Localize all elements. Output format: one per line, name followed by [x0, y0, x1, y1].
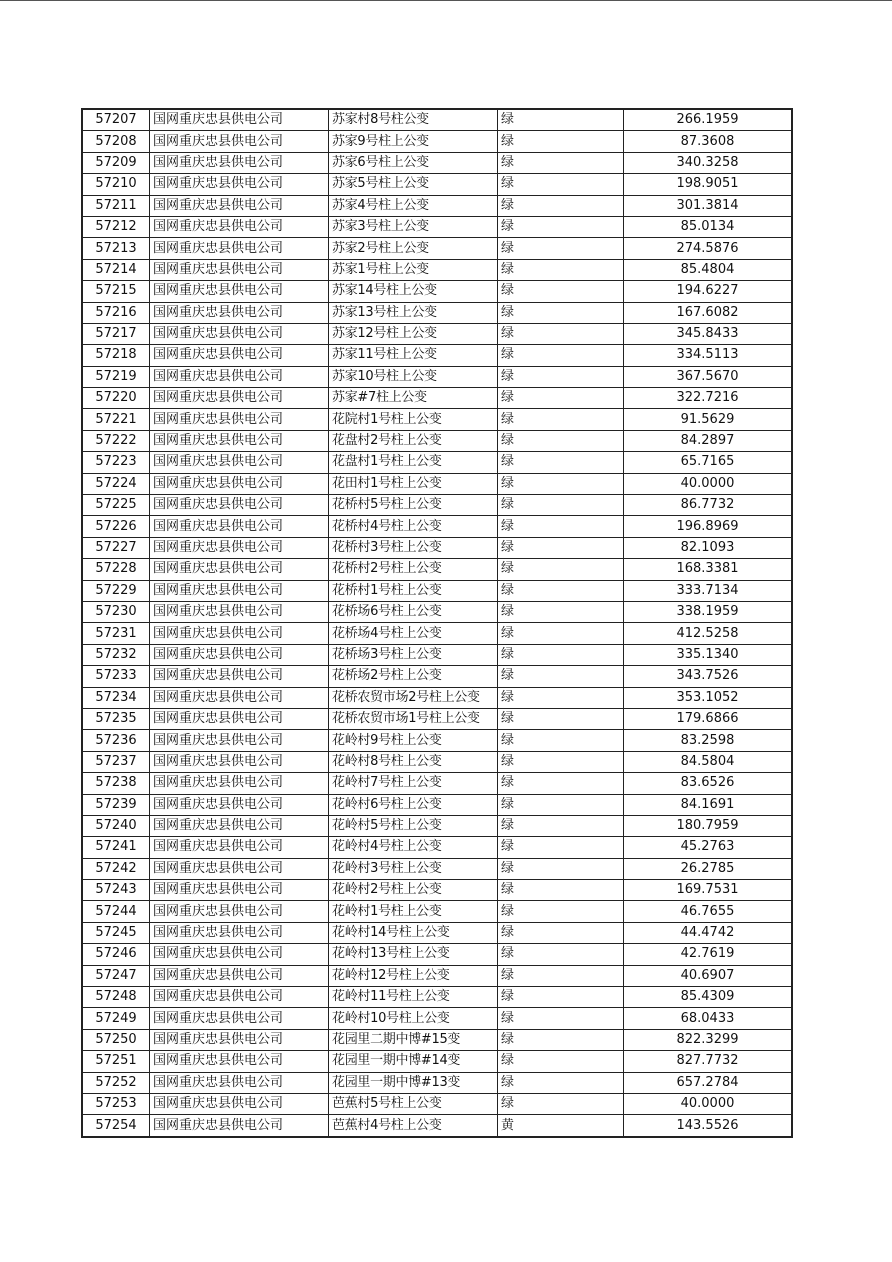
cell-company: 国网重庆忠县供电公司 [150, 815, 329, 836]
cell-value: 83.6526 [624, 773, 793, 794]
cell-status: 绿 [498, 537, 624, 558]
cell-value: 334.5113 [624, 345, 793, 366]
cell-value: 194.6227 [624, 281, 793, 302]
cell-status: 绿 [498, 601, 624, 622]
cell-company: 国网重庆忠县供电公司 [150, 1051, 329, 1072]
cell-company: 国网重庆忠县供电公司 [150, 473, 329, 494]
table-row [82, 388, 792, 409]
cell-company: 国网重庆忠县供电公司 [150, 238, 329, 259]
table-row [82, 216, 792, 237]
table-row [82, 323, 792, 344]
cell-company: 国网重庆忠县供电公司 [150, 537, 329, 558]
cell-value: 169.7531 [624, 880, 793, 901]
cell-status: 绿 [498, 216, 624, 237]
cell-status: 绿 [498, 944, 624, 965]
cell-id: 57244 [82, 901, 150, 922]
cell-status: 绿 [498, 452, 624, 473]
cell-company: 国网重庆忠县供电公司 [150, 388, 329, 409]
cell-status: 绿 [498, 730, 624, 751]
table-row [82, 666, 792, 687]
cell-transformer-name: 苏家5号柱上公变 [329, 174, 498, 195]
cell-transformer-name: 苏家6号柱上公变 [329, 152, 498, 173]
cell-id: 57231 [82, 623, 150, 644]
cell-id: 57240 [82, 815, 150, 836]
cell-status: 绿 [498, 815, 624, 836]
cell-status: 绿 [498, 195, 624, 216]
cell-id: 57210 [82, 174, 150, 195]
cell-id: 57239 [82, 794, 150, 815]
table-row [82, 302, 792, 323]
cell-value: 46.7655 [624, 901, 793, 922]
table-row [82, 623, 792, 644]
cell-company: 国网重庆忠县供电公司 [150, 1008, 329, 1029]
cell-value: 343.7526 [624, 666, 793, 687]
cell-status: 绿 [498, 281, 624, 302]
cell-id: 57226 [82, 516, 150, 537]
cell-company: 国网重庆忠县供电公司 [150, 730, 329, 751]
cell-id: 57225 [82, 495, 150, 516]
cell-id: 57247 [82, 965, 150, 986]
cell-company: 国网重庆忠县供电公司 [150, 216, 329, 237]
table-row [82, 687, 792, 708]
cell-company: 国网重庆忠县供电公司 [150, 1072, 329, 1093]
cell-transformer-name: 苏家村8号柱公变 [329, 109, 498, 131]
cell-transformer-name: 苏家2号柱上公变 [329, 238, 498, 259]
cell-id: 57253 [82, 1093, 150, 1114]
cell-value: 40.0000 [624, 473, 793, 494]
cell-company: 国网重庆忠县供电公司 [150, 174, 329, 195]
table-row [82, 858, 792, 879]
cell-transformer-name: 苏家#7柱上公变 [329, 388, 498, 409]
cell-value: 345.8433 [624, 323, 793, 344]
cell-company: 国网重庆忠县供电公司 [150, 495, 329, 516]
table-row [82, 601, 792, 622]
cell-company: 国网重庆忠县供电公司 [150, 751, 329, 772]
cell-value: 301.3814 [624, 195, 793, 216]
cell-status: 绿 [498, 837, 624, 858]
table-row [82, 773, 792, 794]
cell-transformer-name: 花园里一期中博#13变 [329, 1072, 498, 1093]
table-row [82, 1008, 792, 1029]
cell-status: 绿 [498, 1051, 624, 1072]
cell-transformer-name: 花岭村1号柱上公变 [329, 901, 498, 922]
cell-value: 40.6907 [624, 965, 793, 986]
cell-company: 国网重庆忠县供电公司 [150, 901, 329, 922]
cell-value: 196.8969 [624, 516, 793, 537]
cell-id: 57232 [82, 644, 150, 665]
cell-id: 57238 [82, 773, 150, 794]
cell-value: 143.5526 [624, 1115, 793, 1137]
cell-transformer-name: 花桥农贸市场2号柱上公变 [329, 687, 498, 708]
cell-status: 绿 [498, 409, 624, 430]
cell-id: 57224 [82, 473, 150, 494]
cell-status: 绿 [498, 687, 624, 708]
table-row [82, 238, 792, 259]
cell-id: 57228 [82, 559, 150, 580]
cell-transformer-name: 花田村1号柱上公变 [329, 473, 498, 494]
cell-company: 国网重庆忠县供电公司 [150, 708, 329, 729]
cell-company: 国网重庆忠县供电公司 [150, 623, 329, 644]
cell-status: 绿 [498, 1029, 624, 1050]
cell-status: 绿 [498, 495, 624, 516]
cell-value: 167.6082 [624, 302, 793, 323]
cell-transformer-name: 花岭村2号柱上公变 [329, 880, 498, 901]
cell-transformer-name: 花盘村1号柱上公变 [329, 452, 498, 473]
cell-id: 57208 [82, 131, 150, 152]
cell-company: 国网重庆忠县供电公司 [150, 944, 329, 965]
cell-transformer-name: 花园里一期中博#14变 [329, 1051, 498, 1072]
cell-value: 827.7732 [624, 1051, 793, 1072]
cell-value: 274.5876 [624, 238, 793, 259]
table-row [82, 837, 792, 858]
cell-id: 57219 [82, 366, 150, 387]
cell-id: 57237 [82, 751, 150, 772]
table-row [82, 1029, 792, 1050]
table-row [82, 901, 792, 922]
cell-transformer-name: 苏家9号柱上公变 [329, 131, 498, 152]
table-row [82, 751, 792, 772]
table-row [82, 152, 792, 173]
cell-status: 绿 [498, 366, 624, 387]
cell-transformer-name: 花桥村4号柱上公变 [329, 516, 498, 537]
cell-transformer-name: 苏家3号柱上公变 [329, 216, 498, 237]
cell-value: 338.1959 [624, 601, 793, 622]
cell-company: 国网重庆忠县供电公司 [150, 773, 329, 794]
table-row [82, 559, 792, 580]
cell-transformer-name: 花岭村11号柱上公变 [329, 987, 498, 1008]
cell-transformer-name: 苏家10号柱上公变 [329, 366, 498, 387]
cell-id: 57227 [82, 537, 150, 558]
cell-id: 57250 [82, 1029, 150, 1050]
cell-status: 绿 [498, 152, 624, 173]
cell-company: 国网重庆忠县供电公司 [150, 601, 329, 622]
cell-transformer-name: 花岭村9号柱上公变 [329, 730, 498, 751]
cell-company: 国网重庆忠县供电公司 [150, 516, 329, 537]
cell-id: 57209 [82, 152, 150, 173]
cell-id: 57248 [82, 987, 150, 1008]
table-row [82, 944, 792, 965]
cell-company: 国网重庆忠县供电公司 [150, 366, 329, 387]
cell-company: 国网重庆忠县供电公司 [150, 687, 329, 708]
cell-company: 国网重庆忠县供电公司 [150, 109, 329, 131]
cell-id: 57211 [82, 195, 150, 216]
cell-value: 822.3299 [624, 1029, 793, 1050]
cell-id: 57233 [82, 666, 150, 687]
cell-value: 44.4742 [624, 922, 793, 943]
table-row [82, 430, 792, 451]
table-row [82, 815, 792, 836]
table-row [82, 1051, 792, 1072]
cell-status: 绿 [498, 131, 624, 152]
cell-status: 绿 [498, 901, 624, 922]
cell-company: 国网重庆忠县供电公司 [150, 452, 329, 473]
cell-status: 绿 [498, 773, 624, 794]
table-row [82, 922, 792, 943]
cell-id: 57218 [82, 345, 150, 366]
cell-status: 绿 [498, 751, 624, 772]
cell-company: 国网重庆忠县供电公司 [150, 644, 329, 665]
cell-id: 57220 [82, 388, 150, 409]
cell-transformer-name: 花桥村5号柱上公变 [329, 495, 498, 516]
cell-transformer-name: 花桥村1号柱上公变 [329, 580, 498, 601]
cell-id: 57254 [82, 1115, 150, 1137]
cell-transformer-name: 苏家12号柱上公变 [329, 323, 498, 344]
cell-status: 绿 [498, 880, 624, 901]
cell-id: 57241 [82, 837, 150, 858]
table-row [82, 366, 792, 387]
cell-transformer-name: 花桥农贸市场1号柱上公变 [329, 708, 498, 729]
cell-id: 57230 [82, 601, 150, 622]
table-body [82, 109, 792, 1137]
cell-id: 57242 [82, 858, 150, 879]
cell-id: 57222 [82, 430, 150, 451]
cell-company: 国网重庆忠县供电公司 [150, 430, 329, 451]
table-row [82, 1093, 792, 1114]
cell-transformer-name: 花岭村12号柱上公变 [329, 965, 498, 986]
cell-value: 266.1959 [624, 109, 793, 131]
cell-value: 353.1052 [624, 687, 793, 708]
cell-status: 绿 [498, 302, 624, 323]
data-table [81, 108, 793, 1138]
cell-value: 84.5804 [624, 751, 793, 772]
cell-company: 国网重庆忠县供电公司 [150, 323, 329, 344]
cell-id: 57236 [82, 730, 150, 751]
cell-company: 国网重庆忠县供电公司 [150, 281, 329, 302]
table-row [82, 131, 792, 152]
cell-transformer-name: 花岭村5号柱上公变 [329, 815, 498, 836]
cell-company: 国网重庆忠县供电公司 [150, 666, 329, 687]
cell-status: 绿 [498, 644, 624, 665]
table-row [82, 708, 792, 729]
cell-transformer-name: 花桥场4号柱上公变 [329, 623, 498, 644]
cell-transformer-name: 花桥场3号柱上公变 [329, 644, 498, 665]
cell-id: 57249 [82, 1008, 150, 1029]
table-row [82, 516, 792, 537]
cell-id: 57235 [82, 708, 150, 729]
table-row [82, 987, 792, 1008]
table-row [82, 174, 792, 195]
cell-company: 国网重庆忠县供电公司 [150, 837, 329, 858]
cell-status: 绿 [498, 1072, 624, 1093]
cell-status: 绿 [498, 623, 624, 644]
cell-transformer-name: 花桥村3号柱上公变 [329, 537, 498, 558]
cell-status: 绿 [498, 430, 624, 451]
table-row [82, 473, 792, 494]
cell-status: 黄 [498, 1115, 624, 1137]
cell-status: 绿 [498, 1093, 624, 1114]
cell-value: 198.9051 [624, 174, 793, 195]
table-row [82, 730, 792, 751]
cell-status: 绿 [498, 259, 624, 280]
table-row [82, 281, 792, 302]
cell-company: 国网重庆忠县供电公司 [150, 794, 329, 815]
cell-status: 绿 [498, 473, 624, 494]
cell-transformer-name: 花院村1号柱上公变 [329, 409, 498, 430]
cell-value: 322.7216 [624, 388, 793, 409]
cell-id: 57243 [82, 880, 150, 901]
cell-transformer-name: 苏家14号柱上公变 [329, 281, 498, 302]
table-row [82, 880, 792, 901]
cell-value: 85.0134 [624, 216, 793, 237]
cell-value: 26.2785 [624, 858, 793, 879]
cell-id: 57215 [82, 281, 150, 302]
cell-transformer-name: 花岭村8号柱上公变 [329, 751, 498, 772]
cell-id: 57252 [82, 1072, 150, 1093]
cell-value: 333.7134 [624, 580, 793, 601]
cell-transformer-name: 花岭村14号柱上公变 [329, 922, 498, 943]
cell-status: 绿 [498, 388, 624, 409]
cell-value: 335.1340 [624, 644, 793, 665]
table-row [82, 794, 792, 815]
cell-value: 83.2598 [624, 730, 793, 751]
cell-transformer-name: 苏家1号柱上公变 [329, 259, 498, 280]
table-row [82, 1072, 792, 1093]
cell-id: 57212 [82, 216, 150, 237]
cell-company: 国网重庆忠县供电公司 [150, 922, 329, 943]
cell-transformer-name: 花岭村6号柱上公变 [329, 794, 498, 815]
cell-company: 国网重庆忠县供电公司 [150, 1029, 329, 1050]
cell-value: 84.1691 [624, 794, 793, 815]
cell-id: 57245 [82, 922, 150, 943]
cell-value: 85.4309 [624, 987, 793, 1008]
cell-transformer-name: 花园里二期中博#15变 [329, 1029, 498, 1050]
cell-id: 57223 [82, 452, 150, 473]
cell-company: 国网重庆忠县供电公司 [150, 409, 329, 430]
cell-transformer-name: 芭蕉村5号柱上公变 [329, 1093, 498, 1114]
cell-status: 绿 [498, 323, 624, 344]
cell-company: 国网重庆忠县供电公司 [150, 858, 329, 879]
cell-id: 57217 [82, 323, 150, 344]
cell-status: 绿 [498, 238, 624, 259]
table-row [82, 495, 792, 516]
cell-transformer-name: 苏家13号柱上公变 [329, 302, 498, 323]
cell-company: 国网重庆忠县供电公司 [150, 1115, 329, 1137]
table-row [82, 259, 792, 280]
cell-id: 57221 [82, 409, 150, 430]
table-row [82, 345, 792, 366]
cell-id: 57251 [82, 1051, 150, 1072]
cell-value: 91.5629 [624, 409, 793, 430]
cell-company: 国网重庆忠县供电公司 [150, 987, 329, 1008]
cell-transformer-name: 苏家11号柱上公变 [329, 345, 498, 366]
cell-value: 87.3608 [624, 131, 793, 152]
table-row [82, 452, 792, 473]
cell-transformer-name: 花岭村3号柱上公变 [329, 858, 498, 879]
cell-status: 绿 [498, 109, 624, 131]
cell-id: 57213 [82, 238, 150, 259]
cell-transformer-name: 花岭村10号柱上公变 [329, 1008, 498, 1029]
cell-company: 国网重庆忠县供电公司 [150, 152, 329, 173]
cell-status: 绿 [498, 516, 624, 537]
cell-status: 绿 [498, 559, 624, 580]
cell-value: 180.7959 [624, 815, 793, 836]
table-row [82, 965, 792, 986]
cell-transformer-name: 花岭村13号柱上公变 [329, 944, 498, 965]
cell-id: 57214 [82, 259, 150, 280]
cell-status: 绿 [498, 345, 624, 366]
table-row [82, 537, 792, 558]
cell-value: 86.7732 [624, 495, 793, 516]
cell-status: 绿 [498, 987, 624, 1008]
cell-value: 657.2784 [624, 1072, 793, 1093]
cell-value: 40.0000 [624, 1093, 793, 1114]
cell-company: 国网重庆忠县供电公司 [150, 195, 329, 216]
cell-value: 179.6866 [624, 708, 793, 729]
cell-transformer-name: 花桥场2号柱上公变 [329, 666, 498, 687]
table-row [82, 409, 792, 430]
cell-company: 国网重庆忠县供电公司 [150, 965, 329, 986]
cell-transformer-name: 花岭村4号柱上公变 [329, 837, 498, 858]
cell-value: 84.2897 [624, 430, 793, 451]
cell-value: 45.2763 [624, 837, 793, 858]
cell-value: 340.3258 [624, 152, 793, 173]
cell-value: 65.7165 [624, 452, 793, 473]
cell-value: 82.1093 [624, 537, 793, 558]
cell-status: 绿 [498, 708, 624, 729]
cell-status: 绿 [498, 922, 624, 943]
cell-company: 国网重庆忠县供电公司 [150, 345, 329, 366]
cell-company: 国网重庆忠县供电公司 [150, 302, 329, 323]
cell-company: 国网重庆忠县供电公司 [150, 259, 329, 280]
table-row [82, 644, 792, 665]
table-row [82, 580, 792, 601]
cell-status: 绿 [498, 580, 624, 601]
cell-id: 57207 [82, 109, 150, 131]
cell-company: 国网重庆忠县供电公司 [150, 131, 329, 152]
cell-value: 42.7619 [624, 944, 793, 965]
cell-transformer-name: 苏家4号柱上公变 [329, 195, 498, 216]
cell-value: 68.0433 [624, 1008, 793, 1029]
cell-transformer-name: 芭蕉村4号柱上公变 [329, 1115, 498, 1137]
cell-transformer-name: 花桥场6号柱上公变 [329, 601, 498, 622]
cell-company: 国网重庆忠县供电公司 [150, 580, 329, 601]
table-row [82, 109, 792, 131]
cell-status: 绿 [498, 858, 624, 879]
cell-company: 国网重庆忠县供电公司 [150, 880, 329, 901]
cell-transformer-name: 花岭村7号柱上公变 [329, 773, 498, 794]
cell-value: 168.3381 [624, 559, 793, 580]
cell-value: 85.4804 [624, 259, 793, 280]
cell-id: 57229 [82, 580, 150, 601]
cell-status: 绿 [498, 794, 624, 815]
page-top-border [0, 0, 892, 1]
table-row [82, 195, 792, 216]
cell-id: 57216 [82, 302, 150, 323]
cell-value: 412.5258 [624, 623, 793, 644]
cell-transformer-name: 花盘村2号柱上公变 [329, 430, 498, 451]
cell-transformer-name: 花桥村2号柱上公变 [329, 559, 498, 580]
cell-status: 绿 [498, 965, 624, 986]
cell-value: 367.5670 [624, 366, 793, 387]
cell-status: 绿 [498, 1008, 624, 1029]
cell-status: 绿 [498, 666, 624, 687]
cell-id: 57246 [82, 944, 150, 965]
cell-status: 绿 [498, 174, 624, 195]
cell-company: 国网重庆忠县供电公司 [150, 559, 329, 580]
cell-id: 57234 [82, 687, 150, 708]
cell-company: 国网重庆忠县供电公司 [150, 1093, 329, 1114]
table-row [82, 1115, 792, 1137]
